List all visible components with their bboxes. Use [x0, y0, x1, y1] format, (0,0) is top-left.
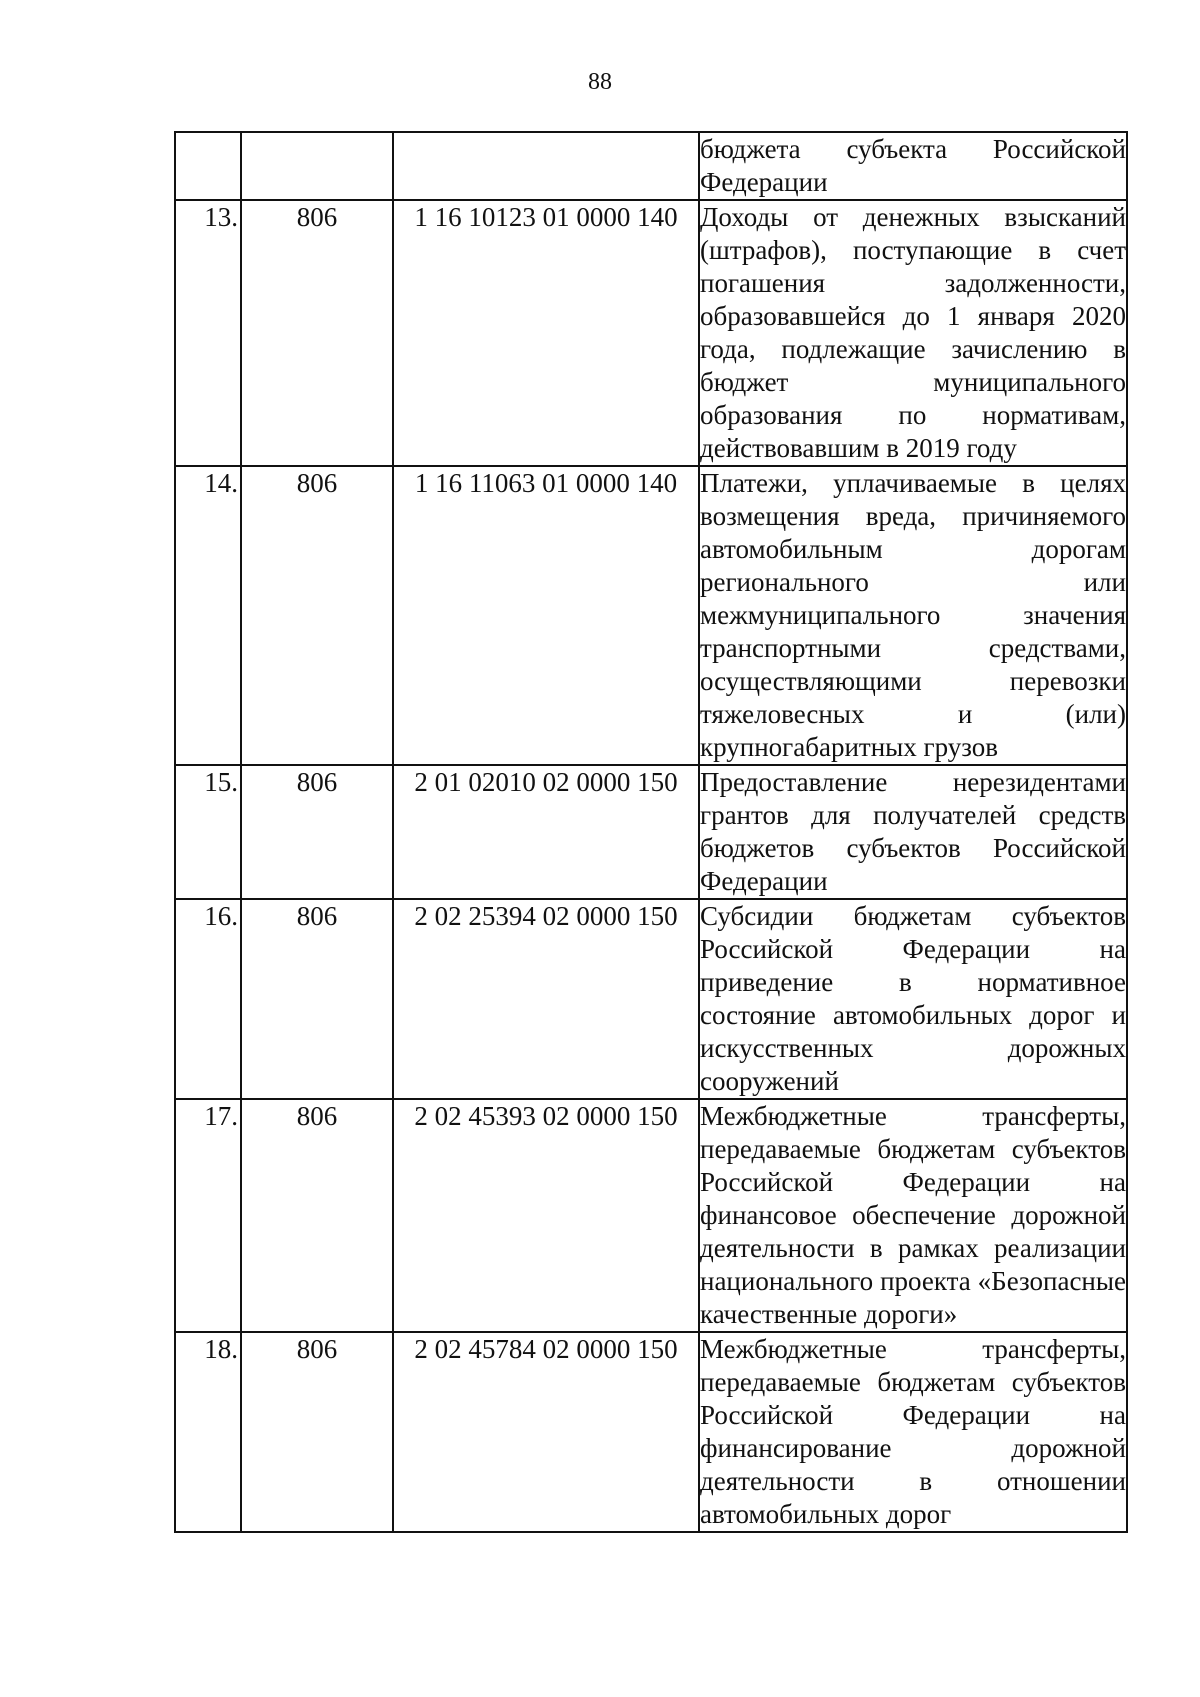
admin-code-cell	[241, 132, 393, 200]
admin-code-cell: 806	[241, 765, 393, 899]
row-number-cell	[175, 1332, 241, 1532]
table-row	[175, 899, 1127, 1099]
table-row	[175, 132, 1127, 200]
row-number: 15.	[204, 767, 238, 797]
row-number: 14.	[204, 468, 238, 498]
budget-code-cell: 1 16 11063 01 0000 140	[393, 466, 699, 765]
row-number-cell	[175, 765, 241, 899]
admin-code-cell: 806	[241, 899, 393, 1099]
page-number: 88	[588, 69, 612, 95]
row-number-cell	[175, 200, 241, 466]
row-number-cell	[175, 899, 241, 1099]
revenue-name-cell: Доходы от денежных взысканий (штрафов), поступающие в счет погашения задолженности, образовавшейся до 1 января 2020 года, подлежащие зачислению в бюджет муниципального образования по нормативам, действовавшим в 2019 году	[699, 200, 1127, 466]
budget-code-cell: 1 16 10123 01 0000 140	[393, 200, 699, 466]
row-number: 16.	[204, 901, 238, 931]
admin-code-cell: 806	[241, 200, 393, 466]
revenue-name-cell: Предоставление нерезидентами грантов для получателей средств бюджетов субъектов Российской Федерации	[699, 765, 1127, 899]
revenue-name-cell: Межбюджетные трансферты, передаваемые бюджетам субъектов Российской Федерации на финансовое обеспечение дорожной деятельности в рамках реализации национального проекта «Безопасные качественные дороги»	[699, 1099, 1127, 1332]
budget-code-cell: 2 02 45393 02 0000 150	[393, 1099, 699, 1332]
table-row	[175, 466, 1127, 765]
revenue-name-cell: Субсидии бюджетам субъектов Российской Федерации на приведение в нормативное состояние автомобильных дорог и искусственных дорожных сооружений	[699, 899, 1127, 1099]
row-number-cell	[175, 1099, 241, 1332]
revenue-name-cell: Межбюджетные трансферты, передаваемые бюджетам субъектов Российской Федерации на финансирование дорожной деятельности в отношении автомобильных дорог	[699, 1332, 1127, 1532]
row-number: 18.	[204, 1334, 238, 1364]
row-number: 17.	[204, 1101, 238, 1131]
row-number-cell	[175, 132, 241, 200]
table-row	[175, 765, 1127, 899]
revenue-codes-table	[174, 131, 1128, 1533]
budget-code-cell: 2 02 45784 02 0000 150	[393, 1332, 699, 1532]
budget-code-cell	[393, 132, 699, 200]
table-row	[175, 1099, 1127, 1332]
admin-code-cell: 806	[241, 466, 393, 765]
row-number-cell	[175, 466, 241, 765]
budget-code-cell: 2 01 02010 02 0000 150	[393, 765, 699, 899]
revenue-name-cell: бюджета субъекта Российской Федерации	[699, 132, 1127, 200]
row-number: 13.	[204, 202, 238, 232]
table-row	[175, 200, 1127, 466]
revenue-name-cell: Платежи, уплачиваемые в целях возмещения вреда, причиняемого автомобильным дорогам регионального или межмуниципального значения транспортными средствами, осуществляющими перевозки тяжеловесных и (или) крупногабаритных грузов	[699, 466, 1127, 765]
admin-code-cell: 806	[241, 1332, 393, 1532]
table-row	[175, 1332, 1127, 1532]
admin-code-cell: 806	[241, 1099, 393, 1332]
budget-code-cell: 2 02 25394 02 0000 150	[393, 899, 699, 1099]
